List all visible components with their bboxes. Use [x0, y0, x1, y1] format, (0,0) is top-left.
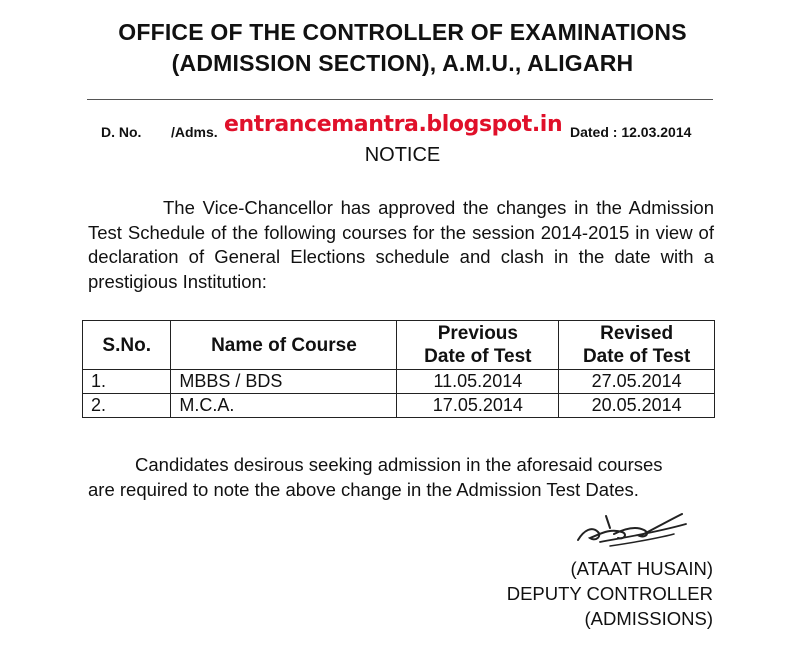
notice-date: Dated : 12.03.2014: [570, 124, 692, 140]
table-header-row: [83, 321, 715, 370]
col-header-previous-line2: Date of Test: [424, 346, 532, 367]
col-header-previous-date: [397, 321, 559, 370]
col-header-course: Name of Course: [171, 321, 397, 370]
notice-paragraph-1: The Vice-Chancellor has approved the changes in the Admission Test Schedule of the following courses for the session 2014-2015 in view of declaration of General Elections schedule and clash in the date with a prestigious Institution:: [88, 197, 714, 292]
table-row: [83, 394, 715, 418]
dispatch-number-label: D. No.: [101, 124, 142, 140]
paragraph-2-line-2: are required to note the above change in the Admission Test Dates.: [88, 478, 639, 500]
reference-line: [0, 112, 805, 142]
row-revised-date: 20.05.2014: [559, 394, 715, 418]
row-course: MBBS / BDS: [171, 370, 397, 394]
handwritten-signature: [570, 508, 690, 550]
row-revised-date: 27.05.2014: [559, 370, 715, 394]
row-course: M.C.A.: [171, 394, 397, 418]
office-title: OFFICE OF THE CONTROLLER OF EXAMINATIONS: [118, 19, 687, 45]
row-sno: 2.: [83, 394, 171, 418]
signatory-designation: DEPUTY CONTROLLER: [506, 583, 713, 604]
row-sno: 1.: [83, 370, 171, 394]
signatory-block: [507, 556, 713, 631]
header-divider: [87, 99, 713, 100]
schedule-table: [82, 320, 715, 418]
office-subtitle: (ADMISSION SECTION), A.M.U., ALIGARH: [171, 50, 634, 76]
notice-heading: NOTICE: [364, 144, 441, 166]
col-header-revised-line2: Date of Test: [582, 346, 691, 367]
table-row: [83, 370, 715, 394]
col-header-previous-line1: Previous: [437, 323, 518, 344]
signatory-department: (ADMISSIONS): [584, 608, 713, 629]
admissions-ref-label: /Adms.: [171, 124, 218, 140]
col-header-revised-date: [559, 321, 715, 370]
col-header-revised-line1: Revised: [600, 323, 674, 344]
signatory-name: (ATAAT HUSAIN): [570, 558, 713, 579]
blog-watermark: entrancemantra.blogspot.in: [224, 112, 563, 137]
row-previous-date: 17.05.2014: [397, 394, 559, 418]
col-header-sno: S.No.: [83, 321, 171, 370]
row-previous-date: 11.05.2014: [397, 370, 559, 394]
paragraph-2-line-1: Candidates desirous seeking admission in the aforesaid courses: [135, 454, 663, 475]
notice-paragraph-2: [88, 453, 714, 502]
